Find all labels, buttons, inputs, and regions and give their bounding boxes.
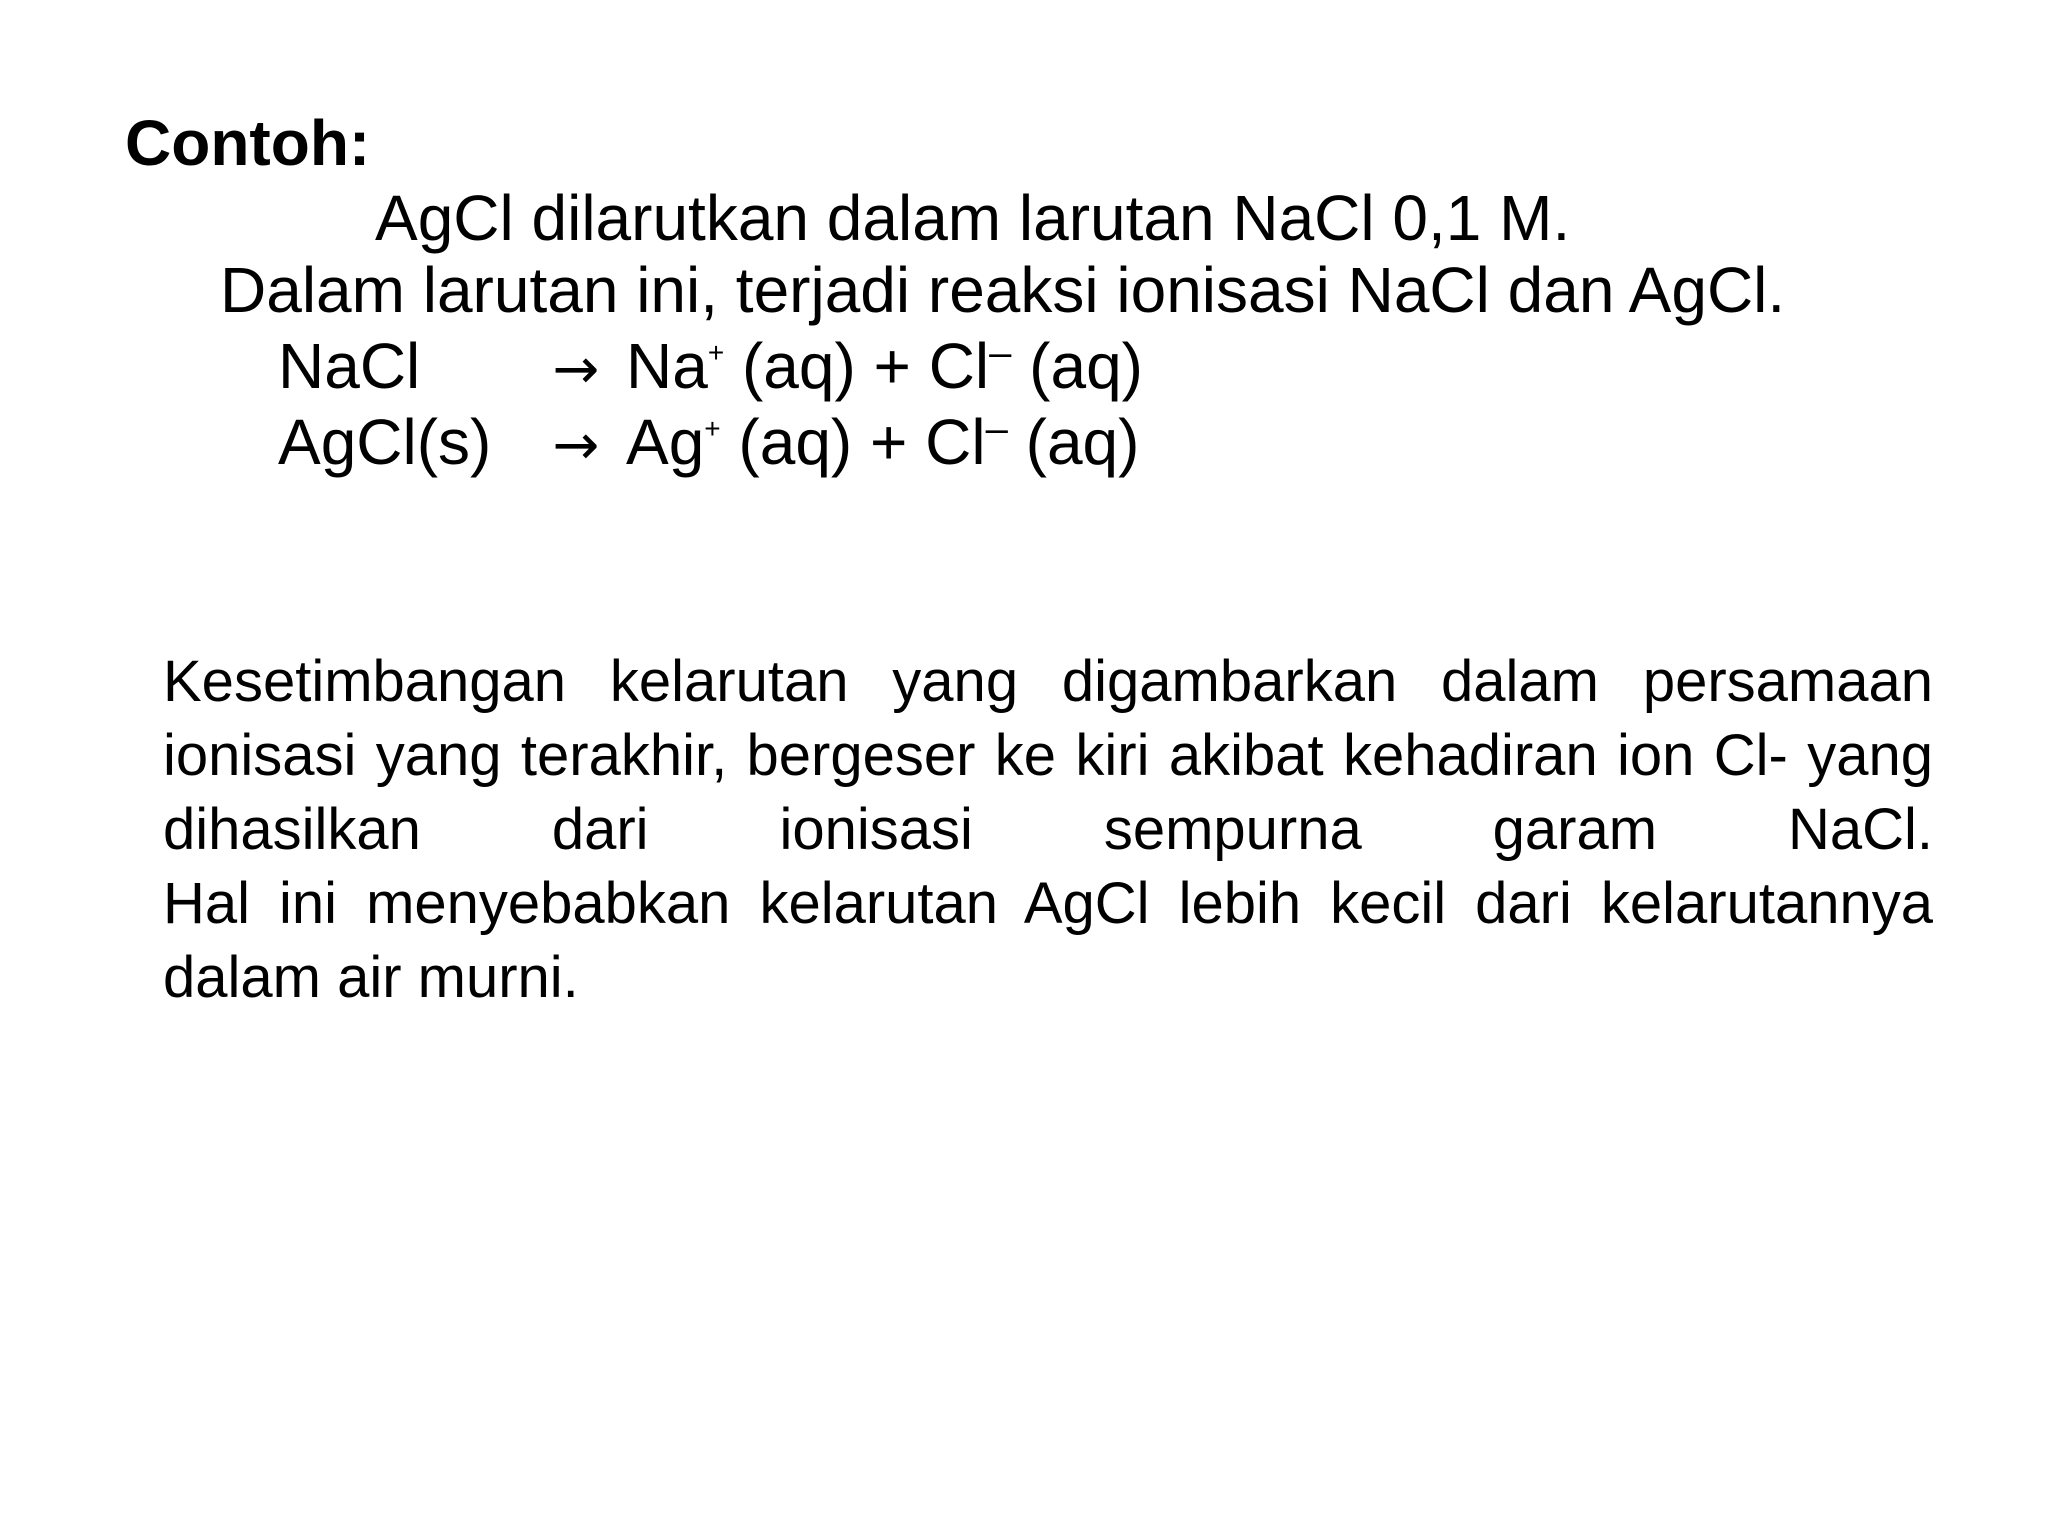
equation-cation: Na: [626, 330, 708, 402]
reaction-arrow-icon: →: [552, 337, 600, 402]
equation-cation-charge: +: [707, 337, 725, 368]
equation-cation: Ag: [626, 406, 705, 478]
paragraph-line: Hal ini menyebabkan kelarutan AgCl lebih kecil dari kelarutannya: [163, 871, 1933, 936]
equation-cation-state: (aq) +: [720, 406, 926, 478]
equation-agcl: [278, 404, 1139, 484]
equation-reactant: NaCl: [278, 330, 421, 402]
paragraph-line: dalam air murni.: [163, 945, 579, 1010]
equation-anion: Cl: [925, 406, 986, 478]
reaction-arrow-icon: →: [552, 413, 600, 478]
equation-anion-state: (aq): [1007, 406, 1140, 478]
paragraph-line: Kesetimbangan kelarutan yang digambarkan dalam persamaan: [163, 649, 1933, 714]
equation-anion: Cl: [928, 330, 990, 402]
equation-anion-state: (aq): [1011, 330, 1143, 402]
heading: Contoh:: [125, 107, 371, 179]
equation-cation-state: (aq) +: [724, 330, 929, 402]
equation-anion-charge: –: [985, 407, 1008, 451]
explanation-paragraph: [163, 645, 1933, 1015]
intro-line-2: Dalam larutan ini, terjadi reaksi ionisasi NaCl dan AgCl.: [220, 254, 1786, 326]
paragraph-line: ionisasi yang terakhir, bergeser ke kiri akibat kehadiran ion Cl- yang: [163, 723, 1933, 788]
equation-cation-charge: +: [704, 413, 721, 444]
equation-anion-charge: –: [989, 331, 1012, 375]
paragraph-line: dihasilkan dari ionisasi sempurna garam NaCl.: [163, 797, 1933, 862]
intro-line-1: AgCl dilarutkan dalam larutan NaCl 0,1 M.: [375, 182, 1571, 254]
equation-nacl: [278, 328, 1143, 408]
equation-reactant: AgCl(s): [278, 406, 492, 478]
